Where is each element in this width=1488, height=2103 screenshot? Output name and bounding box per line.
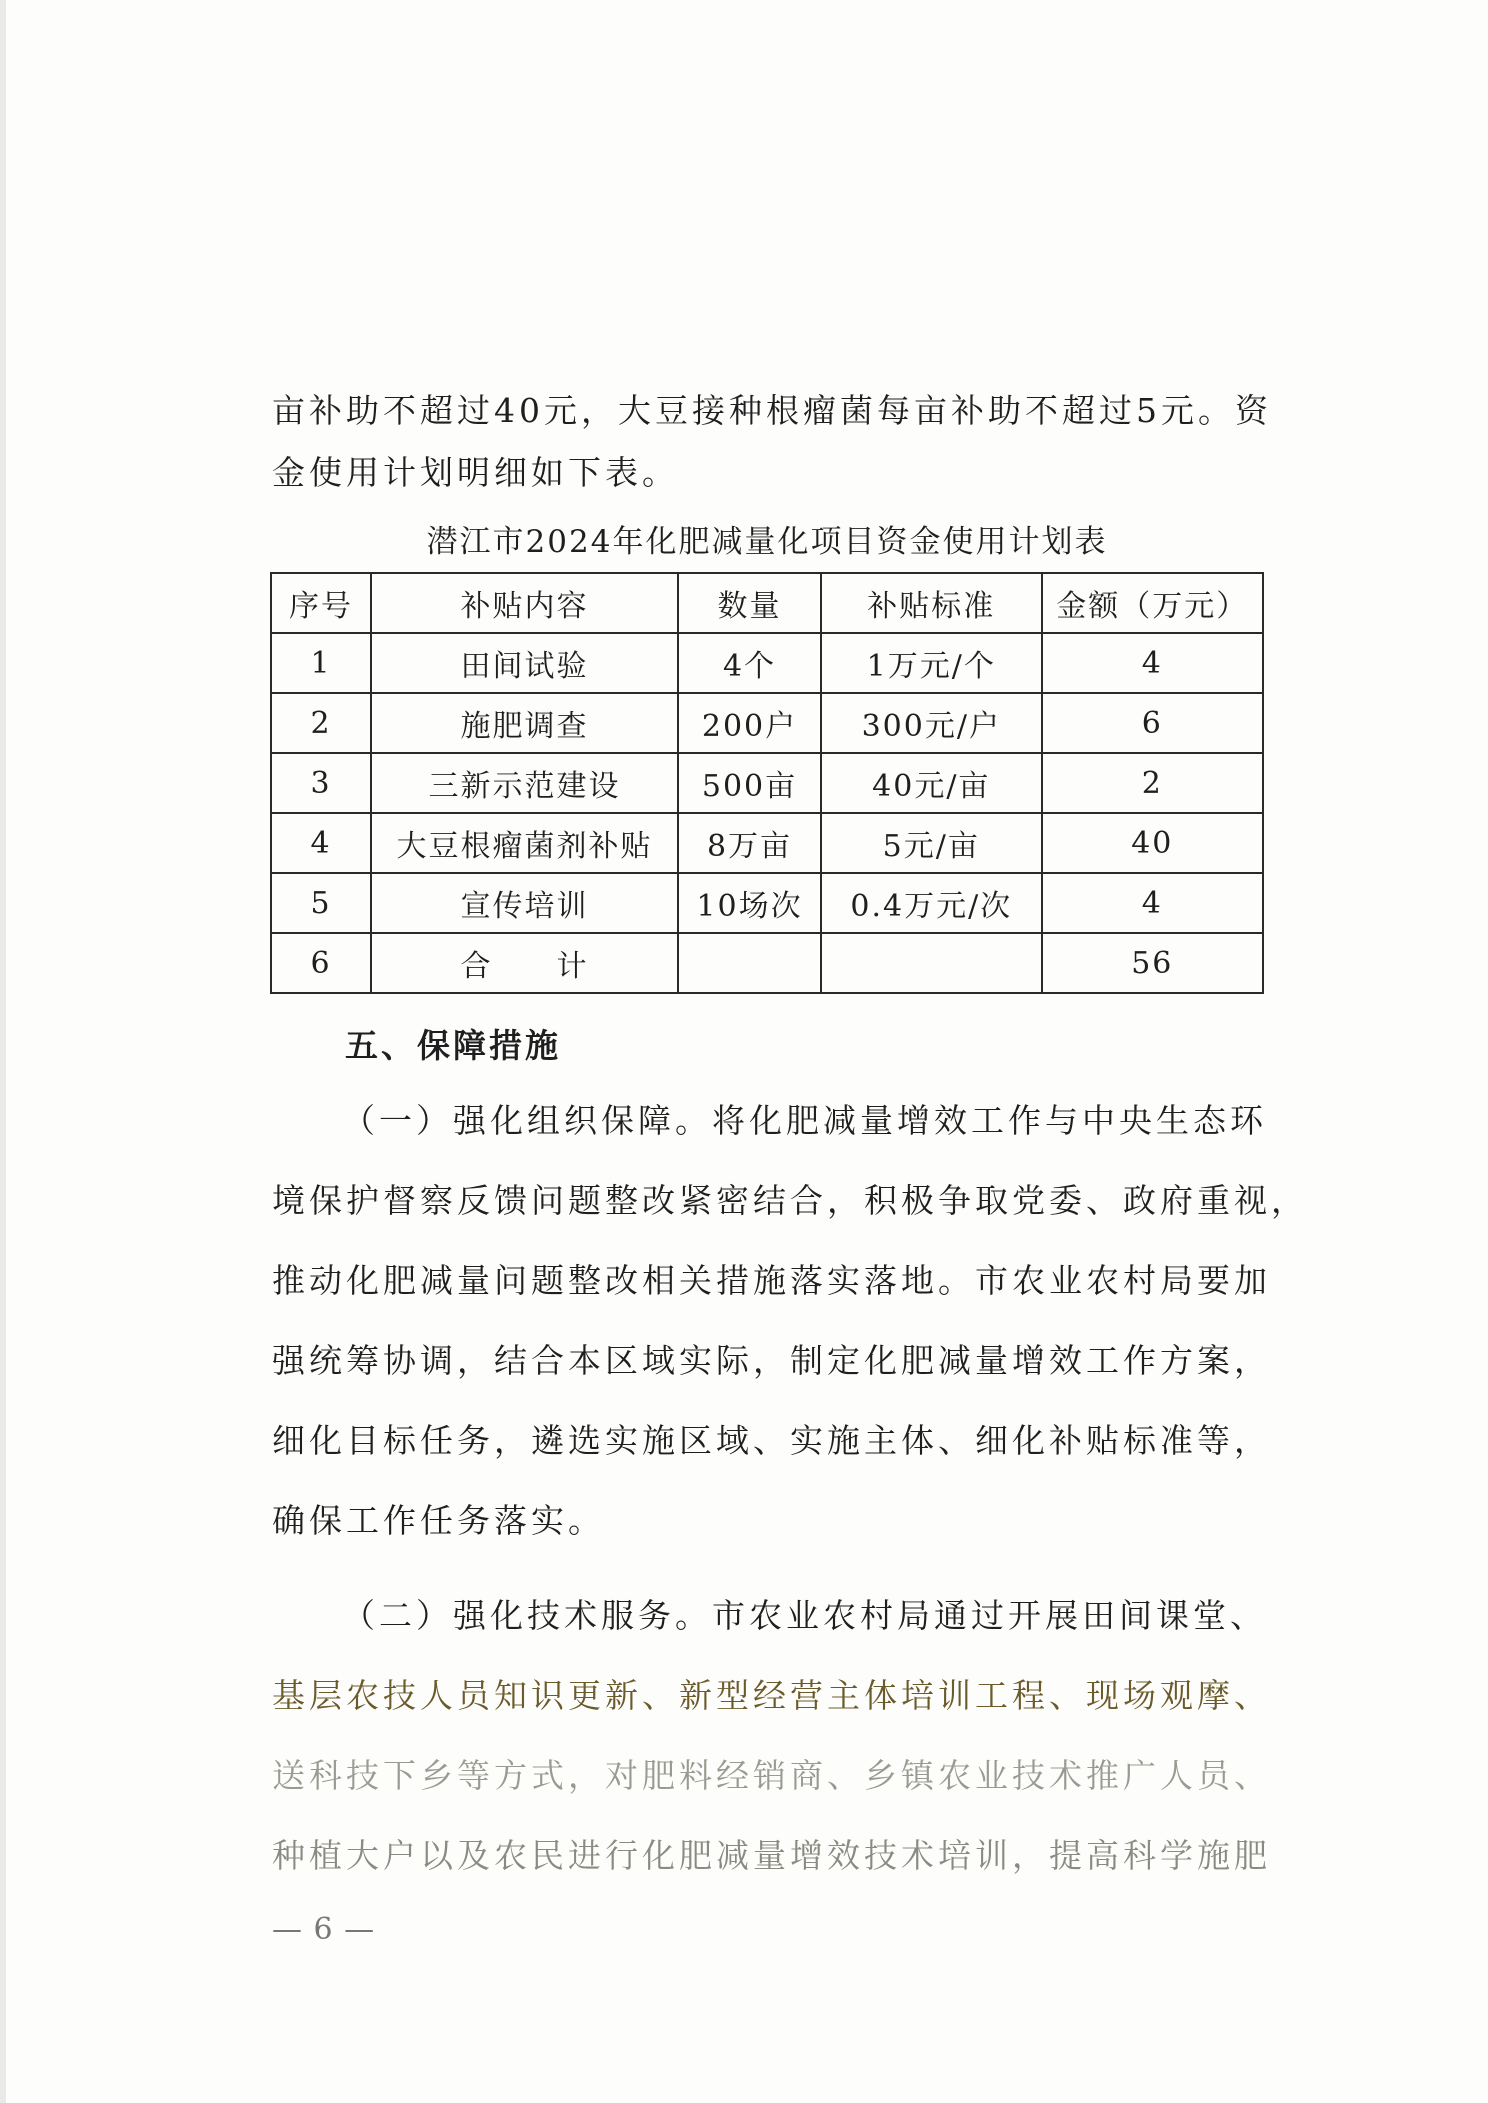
fund-plan-table: [270, 572, 1264, 994]
cell-content: 宣传培训: [371, 873, 678, 933]
paragraph-line: 细化目标任务，遴选实施区域、实施主体、细化补贴标准等，: [272, 1421, 1271, 1460]
cell-standard: [821, 933, 1042, 993]
cell-standard: 300元/户: [821, 693, 1042, 753]
paragraph-line: 送科技下乡等方式，对肥料经销商、乡镇农业技术推广人员、: [272, 1756, 1271, 1795]
cell-index: 2: [271, 693, 371, 753]
cell-quantity: 500亩: [678, 753, 821, 813]
section-heading: 五、保障措施: [345, 1026, 561, 1065]
cell-amount: 40: [1042, 813, 1263, 873]
paragraph-line: 确保工作任务落实。: [272, 1501, 605, 1540]
table-header-row: [271, 573, 1263, 633]
table-row: [271, 693, 1263, 753]
cell-index: 3: [271, 753, 371, 813]
cell-amount: 56: [1042, 933, 1263, 993]
cell-index: 5: [271, 873, 371, 933]
table-total-row: [271, 933, 1263, 993]
paragraph-line: （一）强化组织保障。将化肥减量增效工作与中央生态环: [342, 1101, 1267, 1140]
intro-line-1: 亩补助不超过40元，大豆接种根瘤菌每亩补助不超过5元。资: [272, 391, 1272, 430]
cell-index: 4: [271, 813, 371, 873]
cell-amount: 2: [1042, 753, 1263, 813]
cell-quantity: 10场次: [678, 873, 821, 933]
paragraph-line: 种植大户以及农民进行化肥减量增效技术培训，提高科学施肥: [272, 1836, 1271, 1875]
cell-content: 施肥调查: [371, 693, 678, 753]
header-cell-amount: 金额（万元）: [1042, 573, 1263, 633]
table-row: [271, 633, 1263, 693]
cell-standard: 5元/亩: [821, 813, 1042, 873]
header-cell-index: 序号: [271, 573, 371, 633]
table-caption: 潜江市2024年化肥减量化项目资金使用计划表: [426, 524, 1108, 560]
table-row: [271, 813, 1263, 873]
cell-amount: 4: [1042, 633, 1263, 693]
table-row: [271, 873, 1263, 933]
cell-standard: 40元/亩: [821, 753, 1042, 813]
intro-line-2: 金使用计划明细如下表。: [272, 453, 679, 492]
header-cell-quantity: 数量: [678, 573, 821, 633]
cell-content: 大豆根瘤菌剂补贴: [371, 813, 678, 873]
paragraph-line: 基层农技人员知识更新、新型经营主体培训工程、现场观摩、: [272, 1676, 1271, 1715]
cell-quantity: [678, 933, 821, 993]
paragraph-line: 强统筹协调，结合本区域实际，制定化肥减量增效工作方案，: [272, 1341, 1271, 1380]
cell-quantity: 4个: [678, 633, 821, 693]
cell-content: 田间试验: [371, 633, 678, 693]
header-cell-content: 补贴内容: [371, 573, 678, 633]
cell-amount: 4: [1042, 873, 1263, 933]
cell-index: 6: [271, 933, 371, 993]
cell-standard: 0.4万元/次: [821, 873, 1042, 933]
paragraph-line: （二）强化技术服务。市农业农村局通过开展田间课堂、: [342, 1596, 1267, 1635]
cell-content: 合 计: [371, 933, 678, 993]
scan-edge: [0, 0, 6, 2103]
header-cell-standard: 补贴标准: [821, 573, 1042, 633]
cell-quantity: 200户: [678, 693, 821, 753]
cell-quantity: 8万亩: [678, 813, 821, 873]
cell-index: 1: [271, 633, 371, 693]
paragraph-line: 推动化肥减量问题整改相关措施落实落地。市农业农村局要加: [272, 1261, 1271, 1300]
cell-content: 三新示范建设: [371, 753, 678, 813]
paragraph-line: 境保护督察反馈问题整改紧密结合，积极争取党委、政府重视，: [272, 1181, 1308, 1220]
table-row: [271, 753, 1263, 813]
cell-standard: 1万元/个: [821, 633, 1042, 693]
cell-amount: 6: [1042, 693, 1263, 753]
page-number: — 6 —: [272, 1912, 376, 1947]
